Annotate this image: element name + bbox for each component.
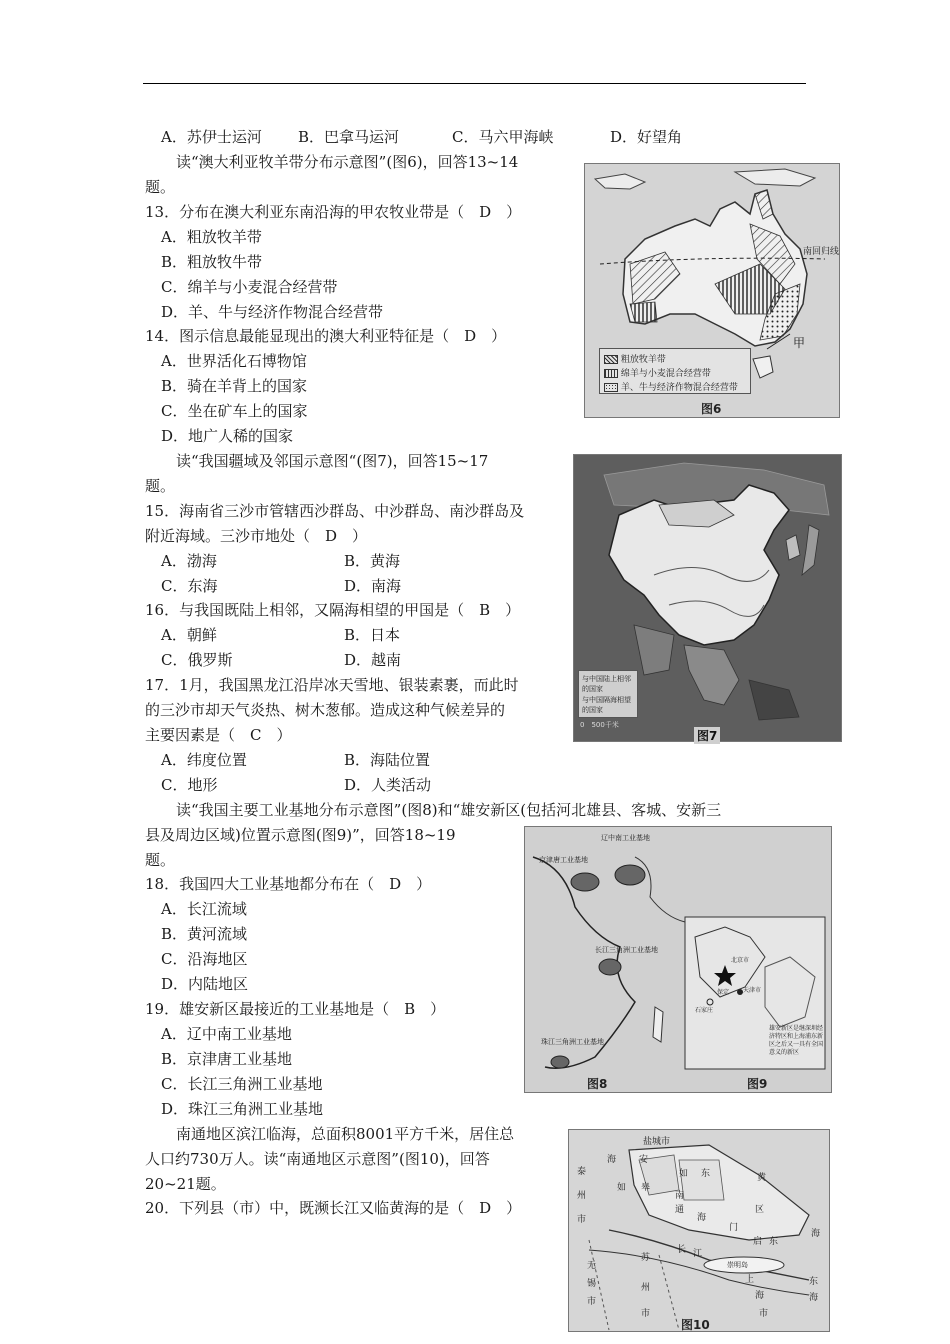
q15-option-b: B．黄海	[344, 552, 401, 570]
q14-stem: 14．图示信息最能显现出的澳大利亚特征是（ D ）	[145, 327, 507, 345]
legend-swatch-vertical-icon	[604, 369, 618, 378]
fig6-legend	[599, 348, 751, 394]
q17-option-c: C．地形	[161, 776, 218, 794]
q16-option-c: C．俄罗斯	[161, 651, 233, 669]
q19-option-c: C．长江三角洲工业基地	[161, 1075, 323, 1093]
q19-option-b: B．京津唐工业基地	[161, 1050, 293, 1068]
label-wu: 无	[587, 1261, 597, 1271]
label-an: 安	[639, 1155, 649, 1165]
legend-text-2: 绵羊与小麦混合经营带	[620, 369, 711, 379]
q18-option-c: C．沿海地区	[161, 950, 248, 968]
tropic-label: 南回归线	[803, 247, 840, 257]
q16-option-b: B．日本	[344, 626, 401, 644]
q16-option-a: A．朝鲜	[161, 626, 217, 644]
q17-stem-line1: 17．1月，我国黑龙江沿岸冰天雪地、银装素裹，而此时	[145, 676, 519, 694]
label-hai3: 海	[755, 1291, 765, 1301]
q13-stem: 13．分布在澳大利亚东南沿海的甲农牧业带是（ D ）	[145, 203, 522, 221]
jia-label: 甲	[793, 336, 806, 350]
label-nan: 南	[675, 1191, 685, 1201]
q20-stem: 20．下列县（市）中，既濒长江又临黄海的是（ D ）	[145, 1199, 522, 1217]
label-dong3: 东	[809, 1277, 819, 1287]
intro-18-19-line2: 县及周边区域)位置示意图(图9)”，回答18~19	[145, 826, 456, 844]
fig6-caption: 图6	[701, 402, 722, 416]
q19-option-d: D．珠江三角洲工业基地	[161, 1100, 324, 1118]
q14-option-b: B．骑在羊背上的国家	[161, 377, 308, 395]
legend-sea-neighbors: 与中国隔海相望的国家	[582, 696, 631, 714]
label-shang: 上	[745, 1275, 755, 1285]
label-gao: 皋	[641, 1183, 651, 1193]
q17-option-a: A．纬度位置	[161, 751, 247, 769]
label-tianjin: 天津市	[743, 987, 762, 994]
label-yancheng: 盐城市	[643, 1137, 671, 1147]
fig7-legend	[578, 670, 638, 718]
q17-option-d: D．人类活动	[344, 776, 432, 794]
q17-stem-line3: 主要因素是（ C ）	[145, 726, 292, 744]
q13-option-c: C．绵羊与小麦混合经营带	[161, 278, 338, 296]
q18-option-a: A．长江流域	[161, 900, 247, 918]
figure-8-9-industrial-maps	[524, 826, 832, 1093]
q13-option-a: A．粗放牧羊带	[161, 228, 262, 246]
q12-option-a: A．苏伊士运河	[161, 128, 262, 146]
q15-stem-line1: 15．海南省三沙市管辖西沙群岛、中沙群岛、南沙群岛及	[145, 502, 525, 520]
label-shi4: 市	[759, 1309, 769, 1319]
q18-stem: 18．我国四大工业基地都分布在（ D ）	[145, 875, 432, 893]
label-liaozhongnan: 辽中南工业基地	[601, 834, 650, 842]
label-qi: 启	[753, 1237, 763, 1247]
fig7-scale: 0 500千米	[580, 721, 619, 729]
label-xi: 锡	[587, 1279, 597, 1289]
intro-13-14-line2: 题。	[145, 178, 176, 196]
legend-coarse-sheep	[604, 352, 666, 365]
q13-option-d: D．羊、牛与经济作物混合经营带	[161, 303, 384, 321]
legend-sheep-cattle-crops	[604, 380, 738, 393]
q12-option-d: D．好望角	[610, 128, 683, 146]
q15-option-a: A．渤海	[161, 552, 217, 570]
label-shi1: 市	[577, 1215, 587, 1225]
label-ru2: 如	[679, 1169, 689, 1179]
label-chang: 长	[677, 1245, 687, 1255]
label-ru1: 如	[617, 1183, 627, 1193]
q13-option-b: B．粗放牧牛带	[161, 253, 263, 271]
label-chongming: 崇明岛	[727, 1261, 748, 1269]
q14-option-c: C．坐在矿车上的国家	[161, 402, 308, 420]
q14-option-d: D．地广人稀的国家	[161, 427, 294, 445]
q12-option-c: C．马六甲海峡	[452, 128, 554, 146]
intro-15-17-line2: 题。	[145, 477, 176, 495]
intro-13-14-line1: 读“澳大利亚牧羊带分布示意图”(图6)，回答13~14	[176, 153, 519, 171]
legend-swatch-hatch-icon	[604, 355, 618, 364]
q17-stem-line2: 的三沙市却天气炎热、树木葱郁。造成这种气候差异的	[145, 701, 506, 719]
q19-option-a: A．辽中南工业基地	[161, 1025, 292, 1043]
label-jingjintang: 京津唐工业基地	[539, 856, 588, 864]
label-zhou2: 州	[641, 1283, 651, 1293]
q15-option-c: C．东海	[161, 577, 218, 595]
intro-20-21-line1: 南通地区滨江临海，总面积8001平方千米，居住总	[176, 1125, 515, 1143]
q16-option-d: D．越南	[344, 651, 402, 669]
label-qu: 区	[755, 1205, 765, 1215]
label-jiang: 江	[693, 1249, 703, 1259]
label-men: 门	[729, 1223, 739, 1233]
label-hai5: 海	[809, 1293, 819, 1303]
figure-6-australia-map	[584, 163, 840, 418]
q18-option-d: D．内陆地区	[161, 975, 249, 993]
fig7-caption: 图7	[694, 727, 720, 744]
label-hai2: 海	[697, 1213, 707, 1223]
label-tai: 泰	[577, 1167, 587, 1177]
label-dong1: 东	[701, 1169, 711, 1179]
legend-swatch-dots-icon	[604, 383, 618, 392]
intro-18-19-line1: 读“我国主要工业基地分布示意图”(图8)和“雄安新区(包括河北雄县、客城、安新三	[176, 801, 722, 819]
legend-text-1: 粗放牧羊带	[620, 355, 666, 365]
q12-option-b: B．巴拿马运河	[298, 128, 400, 146]
label-baoding: 保定	[717, 989, 730, 996]
label-dong2: 东	[769, 1237, 779, 1247]
fig8-caption: 图8	[587, 1077, 608, 1091]
label-beijing: 北京市	[731, 957, 750, 964]
legend-sheep-wheat	[604, 366, 711, 379]
q19-stem: 19．雄安新区最接近的工业基地是（ B ）	[145, 1000, 446, 1018]
legend-text-3: 羊、牛与经济作物混合经营带	[620, 383, 738, 393]
intro-20-21-line3: 20~21题。	[145, 1175, 226, 1193]
q18-option-b: B．黄河流域	[161, 925, 248, 943]
label-changjiang-delta: 长江三角洲工业基地	[595, 946, 658, 954]
q15-option-d: D．南海	[344, 577, 402, 595]
label-shi2: 市	[587, 1297, 597, 1307]
label-hai1: 海	[607, 1155, 617, 1165]
intro-18-19-line3: 题。	[145, 851, 176, 869]
label-huang: 黄	[757, 1173, 767, 1183]
fig9-caption: 图9	[747, 1077, 768, 1091]
label-zhou: 州	[577, 1191, 587, 1201]
header-rule	[143, 83, 806, 84]
figure-7-china-map	[573, 454, 842, 742]
label-tong: 通	[675, 1205, 685, 1215]
intro-20-21-line2: 人口约730万人。读“南通地区示意图”(图10)，回答	[145, 1150, 490, 1168]
intro-15-17-line1: 读“我国疆域及邻国示意图“(图7)，回答15~17	[176, 452, 489, 470]
label-zhujiang-delta: 珠江三角洲工业基地	[541, 1038, 604, 1046]
q14-option-a: A．世界活化石博物馆	[161, 352, 307, 370]
q16-stem: 16．与我国既陆上相邻，又隔海相望的甲国是（ B ）	[145, 601, 521, 619]
q17-option-b: B．海陆位置	[344, 751, 431, 769]
q15-stem-line2: 附近海域。三沙市地处（ D ）	[145, 527, 368, 545]
label-shi3: 市	[641, 1309, 651, 1319]
legend-land-neighbors: 与中国陆上相邻的国家	[582, 675, 631, 693]
label-hai4: 海	[811, 1229, 821, 1239]
label-shijiazhuang: 石家庄	[695, 1007, 714, 1014]
figure-10-nantong-map	[568, 1129, 830, 1332]
fig10-caption: 图10	[681, 1318, 710, 1332]
label-su: 苏	[641, 1253, 651, 1263]
fig9-note: 雄安新区是继深圳经济特区和上海浦东新区之后又一具有全国意义的新区	[769, 1025, 824, 1056]
